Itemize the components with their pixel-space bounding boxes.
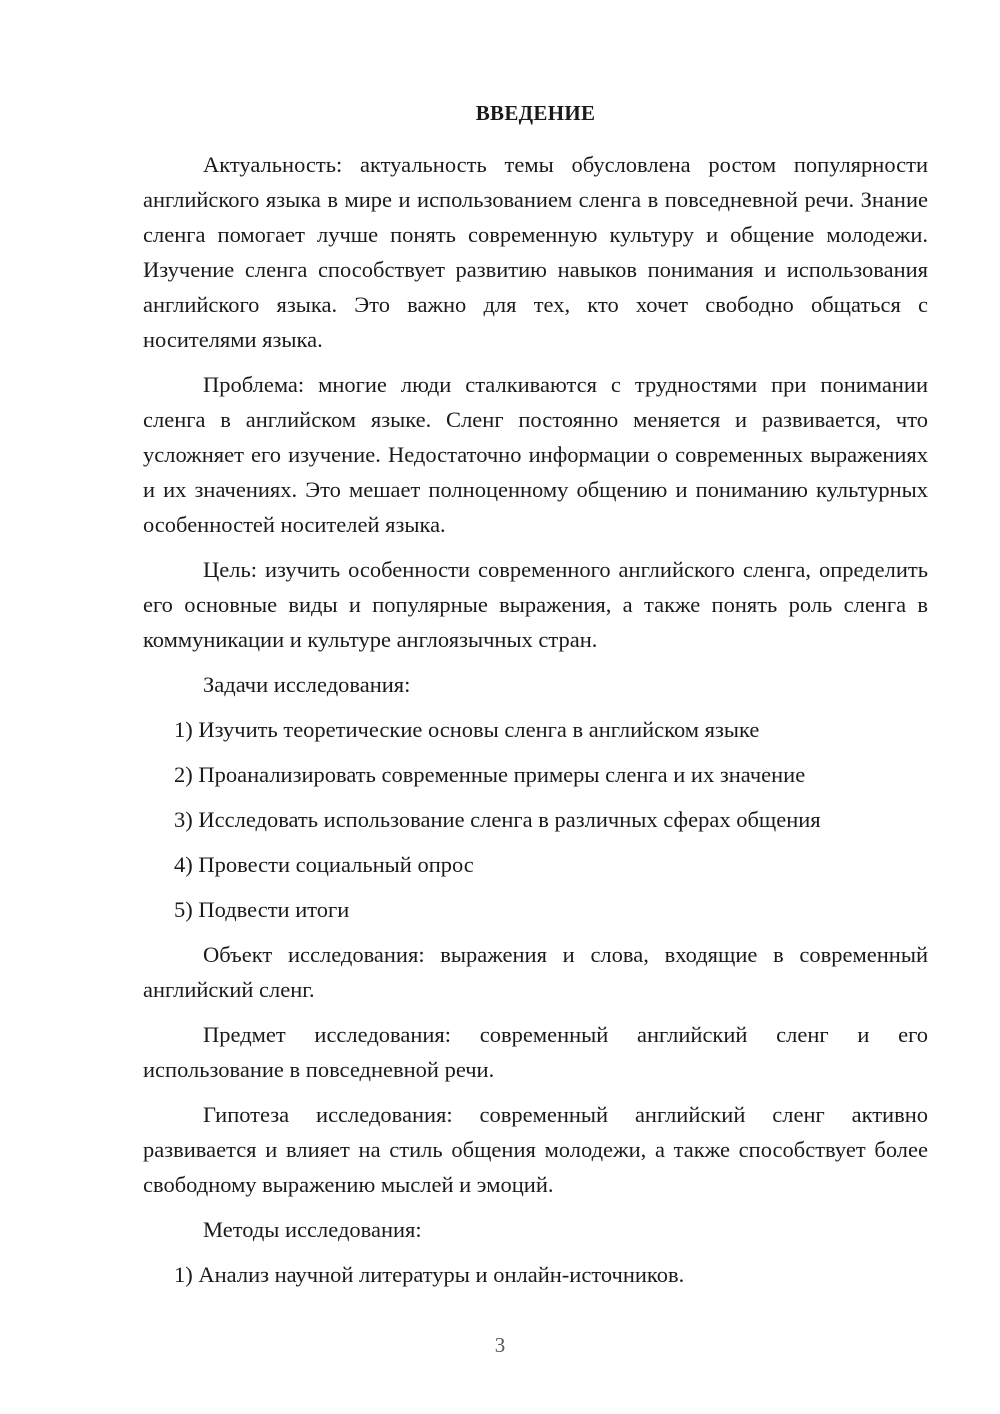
tasks-list <box>143 712 928 927</box>
goal-paragraph: Цель: изучить особенности современного английского сленга, определить его основные виды и популярные выражения, а также понять роль сленга в коммуникации и культуре англоязычных стран. <box>143 557 928 652</box>
relevance-paragraph: Актуальность: актуальность темы обусловлена ростом популярности английского языка в мире и использованием сленга в повседневной речи. Знание сленга помогает лучше понять современную культуру и общение молодежи. Изучение сленга способствует развитию навыков понимания и использования английского языка. Это важно для тех, кто хочет свободно общаться с носителями языка. <box>143 152 928 352</box>
hypothesis-paragraph: Гипотеза исследования: современный английский сленг активно развивается и влияет на стиль общения молодежи, а также способствует более свободному выражению мыслей и эмоций. <box>143 1102 928 1197</box>
tasks-list-item: 5) Подвести итоги <box>174 897 350 922</box>
subject-paragraph: Предмет исследования: современный английский сленг и его использование в повседневной речи. <box>143 1022 928 1082</box>
tasks-list-item: 3) Исследовать использование сленга в различных сферах общения <box>174 807 821 832</box>
object-paragraph: Объект исследования: выражения и слова, входящие в современный английский сленг. <box>143 942 928 1002</box>
methods-list-item: 1) Анализ научной литературы и онлайн-источников. <box>174 1262 685 1287</box>
page-number: 3 <box>494 1333 506 1357</box>
tasks-list-item: 1) Изучить теоретические основы сленга в английском языке <box>174 717 760 742</box>
tasks-list-item: 4) Провести социальный опрос <box>174 852 474 877</box>
methods-list <box>143 1257 928 1292</box>
problem-paragraph: Проблема: многие люди сталкиваются с трудностями при понимании сленга в английском языке. Сленг постоянно меняется и развивается, что усложняет его изучение. Недостаточно информации о современных выражениях и их значениях. Это мешает полноценному общению и пониманию культурных особенностей носителей языка. <box>143 372 928 537</box>
page-title: ВВЕДЕНИЕ <box>475 101 596 125</box>
page-content <box>143 96 928 1302</box>
methods-heading: Методы исследования: <box>203 1217 422 1242</box>
tasks-list-item: 2) Проанализировать современные примеры сленга и их значение <box>174 762 806 787</box>
tasks-heading: Задачи исследования: <box>203 672 411 697</box>
